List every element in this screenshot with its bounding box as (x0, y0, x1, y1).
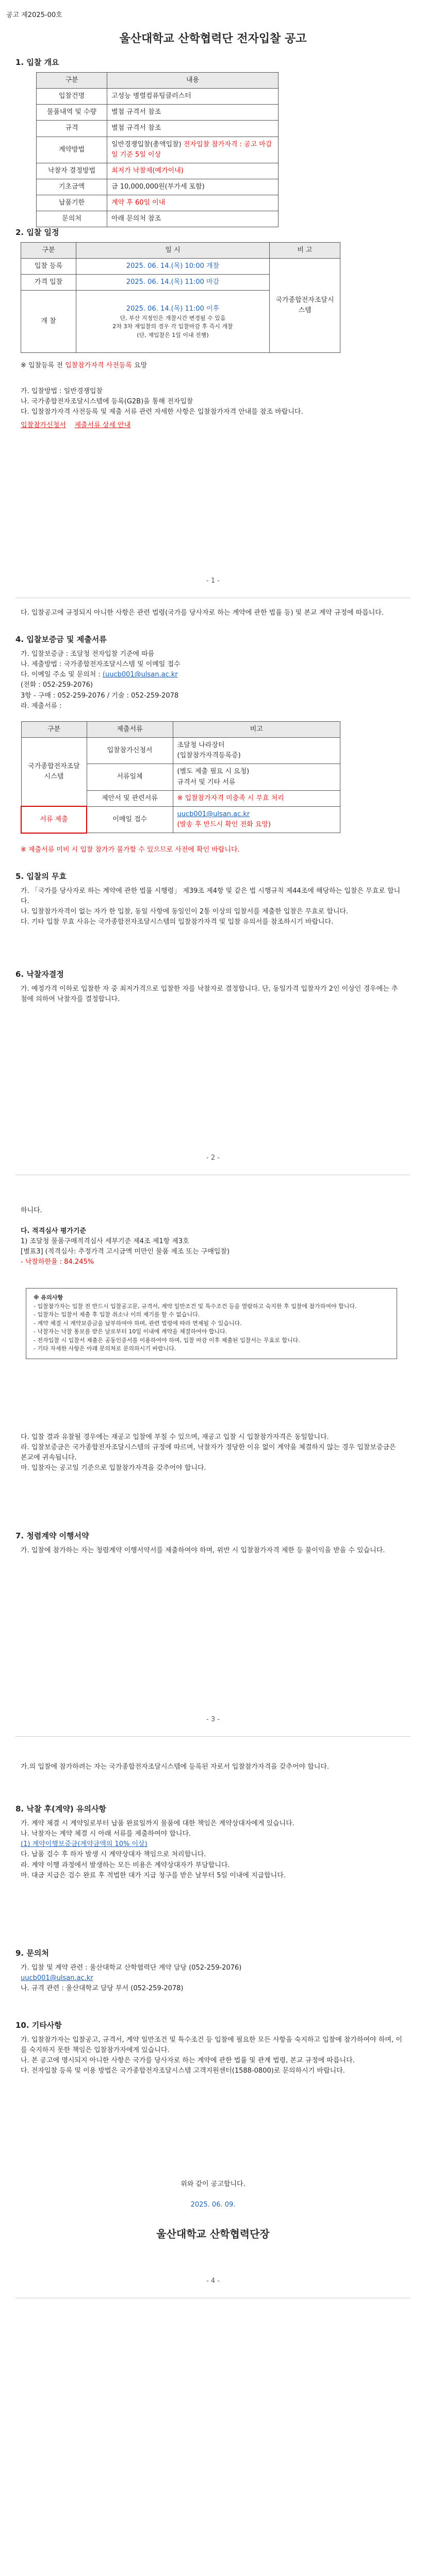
list-item: 나. 입찰참가자격이 없는 자가 한 입찰, 동일 사항에 동일인이 2통 이상의 입찰서를 제출한 입찰은 무효로 합니다. (21, 908, 349, 916)
table-header-cell: 내용 (107, 73, 278, 89)
list-item: 다. 입찰 결과 유찰될 경우에는 재공고 입찰에 부칠 수 있으며, 재공고 입찰 시 입찰참가자격은 동일합니다. (21, 1433, 329, 1441)
cell-line: 조달청 나라장터 (177, 741, 225, 750)
table-header-cell: 일 시 (76, 243, 270, 259)
opening-note: (단, 재입찰은 1일 이내 진행) (137, 331, 209, 338)
table-cell: 서류 제출 (21, 806, 87, 833)
table-header-row (21, 243, 340, 259)
table-cell: 국가종합전자조달시스템 (21, 738, 87, 807)
table-header-cell: 구분 (21, 722, 87, 738)
table-row (37, 105, 278, 121)
list-item: 다. 기타 입찰 무효 사유는 국가종합전자조달시스템의 입찰참가자격 및 입찰 유의서를 참조하시기 바랍니다. (21, 918, 334, 926)
page-number: - 4 - (206, 2277, 220, 2285)
table-cell: 낙찰자 결정방법 (37, 163, 107, 179)
section-3-list (21, 386, 402, 431)
section-7-body: 가. 입찰에 참가하는 자는 청렴계약 이행서약서를 제출하여야 하며, 위반 시 입찰참가자격 제한 등 불이익을 받을 수 있습니다. (21, 1547, 385, 1554)
list-item: 나. 낙찰자는 계약 체결 시 아래 서류를 제출하여야 합니다. (21, 1830, 191, 1838)
table-cell: 입찰 등록 (21, 259, 76, 275)
email-link[interactable]: uucb001@ulsan.ac.kr (21, 1974, 93, 1982)
document-number: 공고 제2025-00호 (6, 11, 62, 19)
notice-link[interactable]: 입찰참가자격 사전등록 (65, 362, 132, 369)
cell-line: 규격서 및 기타 서류 (177, 778, 236, 786)
section-5-body (21, 886, 402, 928)
list-item: 가. 입찰방법 : 일반경쟁입찰 (21, 387, 103, 395)
notice-text: ※ 입찰등록 전 (21, 362, 63, 369)
opening-note: 단, 부산 지정인은 개찰시간 변경될 수 있음 (120, 314, 226, 321)
section-4-heading: 4. 입찰보증금 및 제출서류 (15, 635, 107, 644)
table-cell: 2025. 06. 14.(목) 10:00 개찰 (76, 259, 270, 275)
table-cell: 금 10,000,000원(부가세 포함) (107, 179, 278, 195)
table-cell: 이메일 접수 (87, 806, 173, 833)
list-item: 가. 입찰 및 계약 관련 : 울산대학교 산학협력단 계약 담당 (052-259-2076) (21, 1964, 242, 1972)
table-cell: 계약방법 (37, 137, 107, 163)
table-cell: 입찰참가신청서 (87, 738, 173, 764)
list-item: - 낙찰하한율 : 84.245% (21, 1258, 94, 1266)
p3-body (21, 1432, 402, 1474)
section-7-heading: 7. 청렴계약 이행서약 (15, 1531, 89, 1540)
table-row (21, 806, 340, 833)
page-number: - 2 - (206, 1154, 220, 1162)
award-method: 최저가 낙찰제(예가이내) (111, 166, 184, 175)
table-header-cell: 구분 (21, 243, 76, 259)
table-row (37, 121, 278, 137)
contract-method-note: 전자입찰 참가자격 : 공고 마감일 기준 5일 이상 (111, 140, 272, 159)
table-cell: 고성능 병렬컴퓨팅클러스터 (107, 89, 278, 105)
cell-line: (입찰참가자격등록증) (177, 752, 241, 760)
table-cell: 물품내역 및 수량 (37, 105, 107, 121)
cell-line: (별도 제출 필요 시 요청) (177, 768, 250, 776)
overview-table (36, 72, 278, 227)
table-header-row (37, 73, 278, 89)
table-row (21, 259, 340, 275)
caution-line: - 기타 자세한 사항은 아래 문의처로 문의하시기 바랍니다. (34, 1345, 176, 1352)
section-6-body: 가. 예정가격 이하로 입찰한 자 중 최저가격으로 입찰한 자를 낙찰자로 결정합니다. 단, 동일가격 입찰자가 2인 이상인 경우에는 추첨에 의하여 낙찰자를 결정합니다. (21, 985, 398, 1004)
section-9-heading: 9. 문의처 (15, 1948, 49, 1958)
section-10-body (21, 2035, 402, 2077)
opening-date: 2025. 06. 14.(목) 11:00 이후 (126, 304, 220, 313)
registration-notice (21, 361, 402, 371)
table-cell: 개 찰 (21, 291, 76, 353)
criteria-section (21, 1226, 402, 1268)
page-title: 울산대학교 산학협력단 전자입찰 공고 (119, 32, 307, 45)
caution-line: - 전자입찰 시 입찰서 제출은 공동인증서를 이용하여야 하며, 입찰 마감 이후 제출된 입찰서는 무효로 합니다. (34, 1336, 300, 1344)
table-row (37, 211, 278, 227)
doc-link[interactable]: 제출서류 상세 안내 (74, 421, 131, 430)
documents-table (21, 721, 340, 834)
document-links (21, 420, 402, 431)
list-item: 라. 계약 이행 과정에서 발생하는 모든 비용은 계약상대자가 부담합니다. (21, 1861, 230, 1869)
table-header-cell: 비고 (173, 722, 340, 738)
section-10-heading: 10. 기타사항 (15, 2021, 62, 2030)
table-cell: 아래 문의처 참조 (107, 211, 278, 227)
table-header-cell: 구분 (37, 73, 107, 89)
contract-method: 일반경쟁입찰(총액입찰) (111, 140, 182, 148)
section-8-body (21, 1819, 402, 1881)
table-cell: 국가종합전자조달시스템 (270, 259, 340, 353)
list-item: (1) 계약이행보증금(계약금액의 10% 이상) (21, 1840, 148, 1849)
list-item: 다. 납품 검수 후 하자 발생 시 계약상대자 책임으로 처리합니다. (21, 1851, 206, 1859)
section-6-heading: 6. 낙찰자결정 (15, 970, 64, 979)
section-1-heading: 1. 입찰 개요 (15, 58, 59, 67)
table-cell (173, 764, 340, 790)
table-row (37, 137, 278, 163)
table-row (37, 179, 278, 195)
list-text: 다. 이메일 주소 및 문의처 : (21, 671, 103, 679)
table-cell (107, 137, 278, 163)
table-cell: 기초금액 (37, 179, 107, 195)
caution-title: ※ 유의사항 (34, 1294, 63, 1301)
list-item: 가. 입찰참가자는 입찰공고, 규격서, 계약 일반조건 및 특수조건 등 입찰에 필요한 모든 사항을 숙지하고 입찰에 참가하여야 하며, 이를 숙지하지 못한 책임은 입찰참가자에게 있습니다. (21, 2036, 402, 2055)
table-row (37, 195, 278, 211)
list-item: 나. 본 공고에 명시되지 아니한 사항은 국가를 당사자로 하는 계약에 관한 법률 및 관계 법령, 본교 규정에 따릅니다. (21, 2057, 355, 2065)
list-item: 다. 입찰참가자격 사전등록 및 제출 서류 관련 자세한 사항은 입찰참가자격 안내를 참조 바랍니다. (21, 408, 303, 416)
notice-date: 2025. 06. 09. (190, 2201, 236, 2209)
caution-line: - 낙찰자는 낙찰 통보를 받은 날로부터 10일 이내에 계약을 체결하여야 합니다. (34, 1328, 227, 1335)
list-item: 나. 제출방법 : 국가종합전자조달시스템 및 이메일 접수 (21, 660, 181, 669)
list-item: 라. 입찰보증금은 국가종합전자조달시스템의 규정에 따르며, 낙찰자가 정당한 이유 없이 계약을 체결하지 않는 경우 입찰보증금은 본교에 귀속됩니다. (21, 1444, 396, 1462)
opening-note: 2차 3차 재입찰의 경우 각 입찰마감 후 즉시 개찰 (112, 323, 233, 330)
page-number: - 1 - (206, 577, 220, 585)
p3-intro: 하니다. (21, 1207, 42, 1214)
p4-intro: 가.의 입찰에 참가하려는 자는 국가종합전자조달시스템에 등록된 자로서 입찰참가자격을 갖추어야 합니다. (21, 1763, 330, 1771)
table-cell: 서류일체 (87, 764, 173, 790)
notice-text: 요망 (134, 362, 148, 369)
p2-intro: 다. 입찰공고에 규정되지 아니한 사항은 관련 법령(국가를 당사자로 하는 계약에 관한 법률 등) 및 본교 계약 규정에 따릅니다. (21, 609, 384, 617)
section-4-body (21, 649, 402, 711)
list-item: 마. 대금 지급은 검수 완료 후 적법한 대가 지급 청구를 받은 날부터 5일 이내에 지급합니다. (21, 1871, 286, 1879)
email-link[interactable]: (uucb001@ulsan.ac.kr (102, 671, 178, 679)
table-cell: 2025. 06. 14.(목) 11:00 마감 (76, 275, 270, 291)
issuer-name: 울산대학교 산학협력단장 (156, 2228, 270, 2240)
table-cell: 별첨 규격서 참조 (107, 121, 278, 137)
table-cell: 규격 (37, 121, 107, 137)
table-cell: ※ 입찰참가자격 미충족 시 무효 처리 (173, 790, 340, 806)
table-header-cell: 제출서류 (87, 722, 173, 738)
table-row (37, 89, 278, 105)
page-number: - 3 - (206, 1716, 220, 1723)
list-item: 1) 조달청 물품구매적격심사 세부기준 제4조 제1항 제3호 (21, 1238, 189, 1246)
table-cell: 별첨 규격서 참조 (107, 105, 278, 121)
table-cell: 제안서 및 관련서류 (87, 790, 173, 806)
cell-line: (발송 후 반드시 확인 전화 요망) (177, 820, 271, 828)
table-cell (173, 806, 340, 833)
list-item: 나. 규격 관련 : 울산대학교 담당 부서 (052-259-2078) (21, 1985, 184, 1993)
section-5-heading: 5. 입찰의 무효 (15, 872, 67, 881)
table-header-row (21, 722, 340, 738)
schedule-table (21, 242, 340, 353)
table-row (37, 163, 278, 179)
email-link[interactable]: uucb001@ulsan.ac.kr (177, 810, 250, 818)
list-item: 가. 「국가를 당사자로 하는 계약에 관한 법률 시행령」 제39조 제4항 및 같은 법 시행규칙 제44조에 해당하는 입찰은 무효로 합니다. (21, 887, 401, 906)
page-divider (15, 1736, 411, 1737)
section-9-body (21, 1963, 402, 1994)
table-row (21, 738, 340, 764)
list-item: 가. 입찰보증금 : 조달청 전자입찰 기준에 따름 (21, 650, 155, 658)
list-item: 마. 입찰자는 공고일 기준으로 입찰참가자격을 갖추어야 합니다. (21, 1464, 206, 1472)
table-cell: 입찰건명 (37, 89, 107, 105)
list-item: 3항 - 구매 : 052-259-2076 / 기술 : 052-259-2078 (21, 691, 179, 700)
list-item: 나. 국가종합전자조달시스템에 등록(G2B)을 통해 전자입찰 (21, 398, 193, 406)
table-cell (173, 738, 340, 764)
list-item (21, 670, 402, 680)
closing-text: 위와 같이 공고합니다. (181, 2180, 245, 2188)
list-item: 라. 제출서류 : (21, 702, 62, 710)
caution-line: - 입찰자는 입찰서 제출 후 입찰 취소나 이의 제기를 할 수 없습니다. (34, 1311, 200, 1318)
caution-box (26, 1288, 397, 1359)
table-cell: 가격 입찰 (21, 275, 76, 291)
table-cell (76, 291, 270, 353)
list-item: 다. 전자입찰 등록 및 이용 방법은 국가종합전자조달시스템 고객지원센터(1588-0800)로 문의하시기 바랍니다. (21, 2067, 345, 2075)
documents-note: ※ 제출서류 미비 시 입찰 참가가 불가할 수 있으므로 사전에 확인 바랍니다. (21, 846, 240, 854)
table-cell (107, 163, 278, 179)
table-header-cell: 비 고 (270, 243, 340, 259)
section-8-heading: 8. 낙찰 후(계약) 유의사항 (15, 1804, 106, 1814)
table-cell: 납품기한 (37, 195, 107, 211)
list-item: 가. 계약 체결 시 계약일로부터 납품 완료일까지 물품에 대한 책임은 계약상대자에게 있습니다. (21, 1820, 294, 1827)
list-item: (전화 : 052-259-2076) (21, 681, 93, 689)
doc-link[interactable]: 입찰참가신청서 (21, 421, 66, 430)
caution-line: - 계약 체결 시 계약보증금을 납부하여야 하며, 관련 법령에 따라 면제될 수 있습니다. (34, 1319, 242, 1327)
section-2-heading: 2. 입찰 일정 (15, 228, 59, 237)
caution-line: - 입찰참가자는 입찰 전 반드시 입찰공고문, 규격서, 계약 일반조건 및 특수조건 등을 열람하고 숙지한 후 입찰에 참가하여야 합니다. (34, 1302, 357, 1310)
table-cell: 문의처 (37, 211, 107, 227)
table-cell: 계약 후 60일 이내 (107, 195, 278, 211)
criteria-heading: 다. 적격심사 평가기준 (21, 1227, 87, 1235)
list-item: [별표3] (적격심사: 추정가격 고시금액 미만인 물품 제조 또는 구매입찰) (21, 1248, 230, 1256)
